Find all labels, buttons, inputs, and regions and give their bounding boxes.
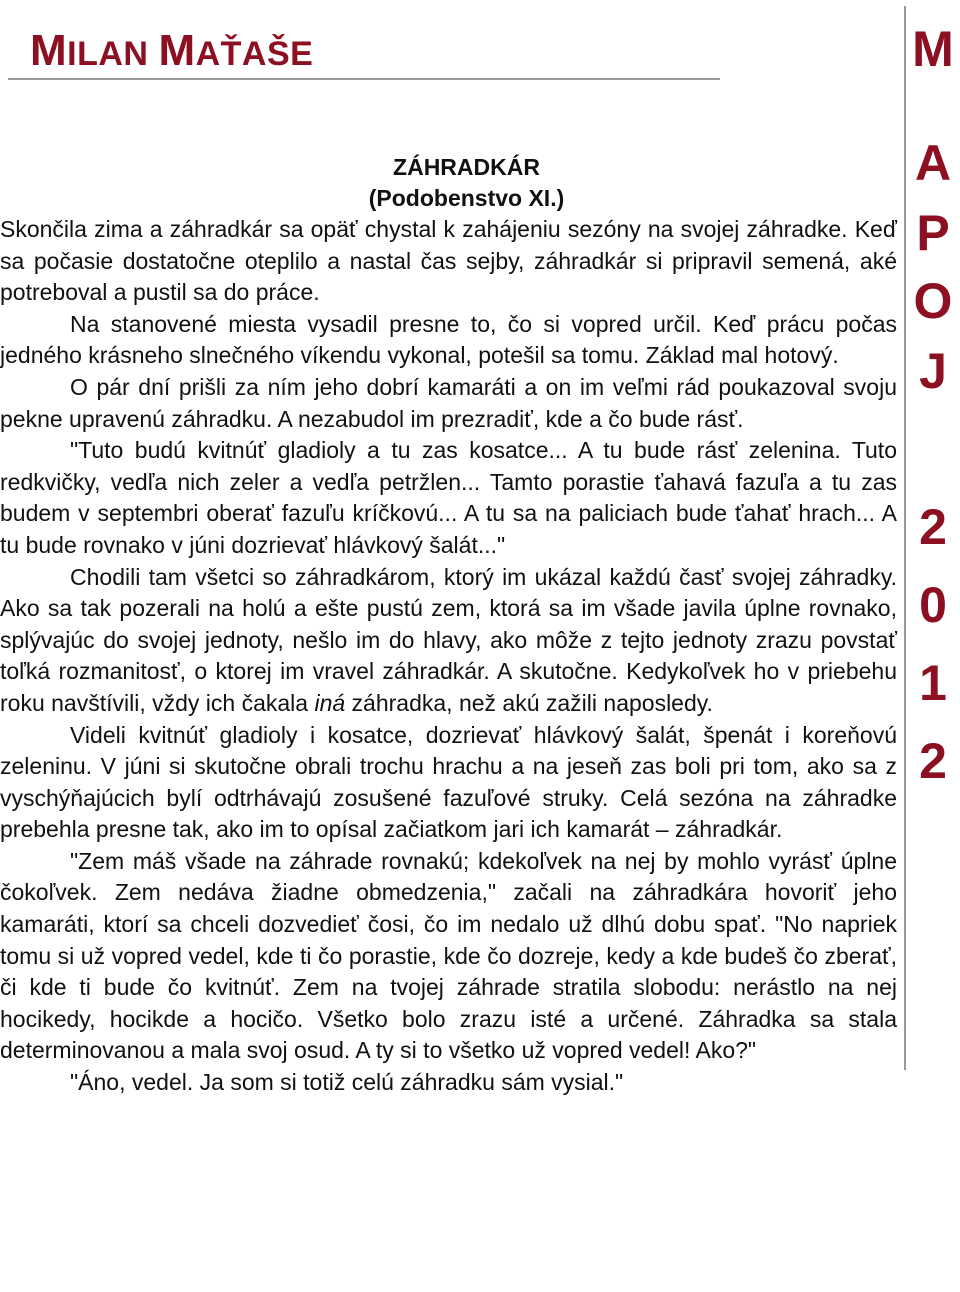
author-first-rest: ILAN — [67, 35, 149, 73]
sidebar-letter: 2 — [919, 733, 947, 789]
sidebar-letter: M — [912, 21, 954, 77]
sidebar-letter: 2 — [919, 499, 947, 555]
paragraph — [0, 562, 897, 720]
header-divider — [8, 78, 720, 80]
article-title: ZÁHRADKÁR — [393, 154, 540, 180]
author-name — [30, 26, 313, 76]
article-body — [0, 214, 897, 1099]
paragraph: "Tuto budú kvitnúť gladioly a tu zas kosatce... A tu bude rásť zelenina. Tuto redkvičky, vedľa nich zeler a vedľa petržlen... Tamto porastie ťahavá fazuľa a tu zas budem v septembri oberať fazuľu kríčkovú... A tu sa na paliciach bude ťahať hrach... A tu bude rovnako v júni dozrievať hlávkový šalát..." — [0, 437, 897, 558]
sidebar-letter: 1 — [919, 655, 947, 711]
paragraph-text: Chodili tam všetci so záhradkárom, ktorý im ukázal každú časť svojej záhradky. Ako sa tak pozerali na holú a ešte pustú zem, ktorá sa im všade javila úplne rovnako, splývajúc do svojej jednoty, nešlo im do hlavy, ako môže z tejto jednoty zrazu povstať toľká rozmanitosť, o ktorej im vravel záhradkár. A skutočne. Kedykoľvek ho v priebehu roku navštívili, vždy ich čakala — [0, 563, 897, 716]
sidebar-letter: O — [913, 273, 953, 329]
sidebar-letter: 0 — [919, 577, 947, 633]
article-subtitle: (Podobenstvo XI.) — [368, 185, 565, 211]
article — [0, 152, 897, 1099]
sidebar-letter: A — [914, 135, 952, 191]
author-last-rest: AŤAŠE — [195, 35, 314, 73]
emphasis-text: iná — [314, 689, 346, 716]
paragraph: Videli kvitnúť gladioly i kosatce, dozrievať hlávkový šalát, špenát i koreňovú zeleninu. V júni si skutočne obrali trochu hrachu a na jeseň zas boli pri tom, ako sa z vyschýňajúcich bylí odtrhávajú zosušené fazuľové struky. Celá sezóna na záhradke prebehla presne tak, ako im to opísal začiatkom jari ich kamarát – záhradkár. — [0, 721, 897, 843]
paragraph: "Zem máš všade na záhrade rovnakú; kdekoľvek na nej by mohlo vyrásť úplne čokoľvek. Zem nedáva žiadne obmedzenia," začali na záhradkára hovoriť jeho kamaráti, ktorí sa chceli dozvedieť čosi, čo im nedalo už dlhú dobu spať. "No napriek tomu si už vopred vedel, kde ti čo porastie, kde čo dozreje, kedy a kde budeš čo zberať, či kde ti bude čo kvitnúť. Zem na tvojej záhrade stratila slobodu: nerástlo na nej hocikedy, hocikde a hocičo. Všetko bolo zrazu isté a určené. Záhradka sa stala determinovanou a mala svoj osud. A ty si to všetko už vopred vedel! Ako?" — [0, 847, 897, 1064]
paragraph: O pár dní prišli za ním jeho dobrí kamaráti a on im veľmi rád poukazoval svoju pekne upravenú záhradku. A nezabudol im prezradiť, kde a čo bude rásť. — [0, 373, 897, 432]
paragraph-text: záhradka, než akú zažili naposledy. — [345, 689, 713, 716]
paragraph: Skončila zima a záhradkár sa opäť chystal k zahájeniu sezóny na svojej záhradke. Keď sa počasie dostatočne oteplilo a nastal čas sejby, záhradkár si pripravil semená, aké potreboval a pustil sa do práce. — [0, 216, 897, 306]
author-last-initial: M — [158, 26, 196, 75]
paragraph: "Áno, vedel. Ja som si totiž celú záhradku sám vysial." — [70, 1069, 624, 1096]
sidebar-letter: P — [916, 205, 950, 261]
sidebar-letter: J — [919, 343, 947, 399]
paragraph: Na stanovené miesta vysadil presne to, čo si vopred určil. Keď prácu počas jedného krásneho slnečného víkendu vykonal, potešil sa tomu. Základ mal hotový. — [0, 310, 897, 369]
author-first-initial: M — [30, 26, 68, 75]
